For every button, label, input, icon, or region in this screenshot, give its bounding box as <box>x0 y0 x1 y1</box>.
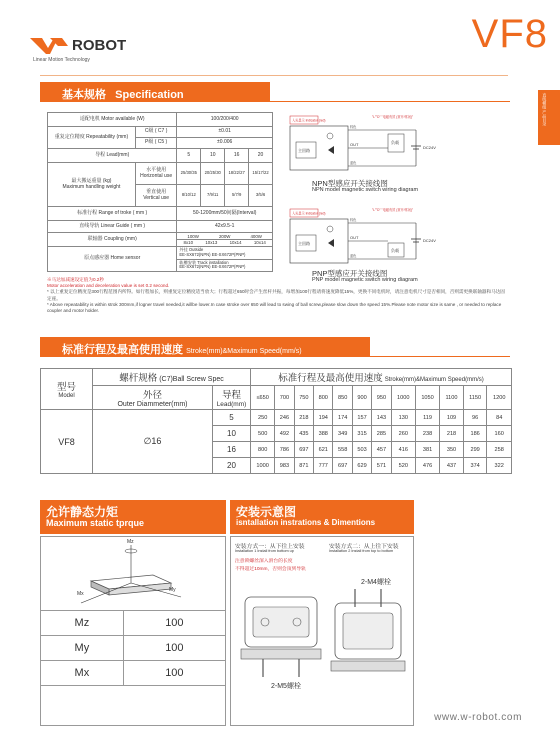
npn-caption-cn: NPN型感应开关接线图 <box>312 179 388 188</box>
home-outside: 外挂 Outside EE-SX672(NPN) EE-SX672P(PNP) <box>177 247 272 260</box>
speed-cell: 435 <box>294 426 313 442</box>
speed-cell: 777 <box>314 458 333 474</box>
speed-cell: 143 <box>372 410 391 426</box>
spec-table <box>47 112 273 272</box>
speed-cell: 96 <box>463 410 487 426</box>
svg-text:"L""D" "电磁有效 (常开/常闭)": "L""D" "电磁有效 (常开/常闭)" <box>372 208 414 212</box>
svg-text:主回路: 主回路 <box>298 148 310 153</box>
speed-cell: 388 <box>314 426 333 442</box>
speed-cell: 437 <box>440 458 464 474</box>
speed-cell: 374 <box>463 458 487 474</box>
spec-repeat-label: 重复定位精度 Repeatability (mm) <box>48 127 136 149</box>
speed-cell: 160 <box>487 426 512 442</box>
torque-title-en: Maximum static tprque <box>46 518 145 528</box>
speed-cell: 983 <box>275 458 294 474</box>
torque-value: 100 <box>123 661 225 686</box>
speed-cell: 1000 <box>251 458 275 474</box>
torque-name: Mx <box>41 661 124 686</box>
speed-cell: 130 <box>391 410 415 426</box>
speed-cell: 299 <box>463 442 487 458</box>
spec-vertical-value: 8/10/12 <box>177 185 201 207</box>
coupling-head: 100W <box>187 233 199 239</box>
speed-cell: 174 <box>333 410 352 426</box>
speed-cell: 476 <box>415 458 439 474</box>
speed-cell: 119 <box>415 410 439 426</box>
svg-text:棕色: 棕色 <box>350 218 357 222</box>
speed-cell: 238 <box>415 426 439 442</box>
note-accel-cn: ※马达加减速设定值为0.2秒 <box>47 277 104 282</box>
install-title-cn: 安装示意图 <box>236 505 297 519</box>
install-panel <box>230 536 414 726</box>
install-method1-en: Installation 1 Install from bottom up <box>235 549 294 553</box>
m4-bolt-label: 2-M4螺栓 <box>361 579 391 586</box>
speed-cell: 871 <box>294 458 313 474</box>
note-repeat-cn: * 以上重复定位精度是300行程范围内所得。如行程加长，则重复定位精度适当放大；行程超过650时会产生丝杆共振，每增加100行程请将速度降低15%，更换不同电机时，请注意电机尺寸是否相同，否则需更换联轴器和马达固定座。 <box>47 289 505 301</box>
speed-cell: 492 <box>275 426 294 442</box>
speed-cell: 457 <box>372 442 391 458</box>
spec-load-label: 最大搬运重量 (kg) Maximum handling weight <box>48 163 136 207</box>
lead-head-cn: 导程 <box>221 390 241 401</box>
stroke-col: 1000 <box>391 386 415 410</box>
speed-cell: 157 <box>352 410 371 426</box>
torque-axes-illustration <box>41 537 225 611</box>
home-track: 轨槽安装 Track installation EE-SX672(NPN) EE-SX672P(PNP) <box>179 259 246 270</box>
spec-motor-value: 100/200/400 <box>177 113 273 127</box>
stroke-col: 850 <box>333 386 352 410</box>
catalog-side-tab <box>538 90 560 145</box>
npn-caption-en: NPN model magnetic switch wiring diagram <box>312 187 419 193</box>
spec-guide-value: 42x9.5-1 <box>177 221 273 233</box>
spec-vertical-value: 3/5/6 <box>249 185 273 207</box>
screw-head-en: (C7)Ball Screw Spec <box>159 376 224 383</box>
speed-head-en: Stroke(mm)&Maximum Speed(mm/s) <box>384 377 484 383</box>
side-tab-label: 直线模组 产品目录 <box>542 93 548 127</box>
coupling-value: 10x13 <box>205 240 218 245</box>
stroke-col: 800 <box>314 386 333 410</box>
stroke-col: 950 <box>372 386 391 410</box>
speed-cell: 315 <box>352 426 371 442</box>
spec-stroke-label: 标准行程 Range of troke ( mm ) <box>48 207 177 221</box>
torque-value: 100 <box>123 611 225 636</box>
torque-name: My <box>41 636 124 661</box>
svg-text:蓝色: 蓝色 <box>350 254 357 258</box>
coupling-head: 400W <box>250 233 262 239</box>
speed-cell: 350 <box>440 442 464 458</box>
install-section-header <box>230 500 414 534</box>
page-header <box>0 0 560 72</box>
install-warning-1: 注意锁螺丝深入滑台的长度 <box>235 559 293 564</box>
spec-horizontal-value: 20/25/30 <box>201 163 225 185</box>
speed-cell: 800 <box>251 442 275 458</box>
svg-text:DC24V: DC24V <box>423 145 436 150</box>
speed-cell: 194 <box>314 410 333 426</box>
spec-guide-label: 直线导轨 Linear Guide ( mm ) <box>48 221 177 233</box>
svg-text:负载: 负载 <box>391 140 399 145</box>
stroke-col: 1050 <box>415 386 439 410</box>
spec-horizontal-value: 25/30/35 <box>177 163 201 185</box>
spec-repeat-c5: P级 ( C5 ) <box>135 138 176 149</box>
svg-text:OUT: OUT <box>350 142 359 147</box>
pnp-caption-en: PNP model magnetic switch wiring diagram <box>312 277 418 283</box>
od-head-cn: 外径 <box>142 390 162 401</box>
pnp-caption-cn: PNP型感应开关接线图 <box>312 269 388 278</box>
svg-text:入光显示 Indicator (red): 入光显示 Indicator (red) <box>292 118 326 123</box>
torque-section-header <box>40 500 226 534</box>
speed-cell: 349 <box>333 426 352 442</box>
coupling-value: 10x14 <box>253 240 266 245</box>
speed-cell: 109 <box>440 410 464 426</box>
m5-bolt-label: 2-M5螺栓 <box>271 683 301 690</box>
svg-text:入光显示 Indicator (red): 入光显示 Indicator (red) <box>292 211 326 216</box>
speed-cell: 621 <box>314 442 333 458</box>
coupling-value: 10x14 <box>229 240 242 245</box>
torque-title-cn: 允许静态力矩 <box>46 505 119 519</box>
svg-text:负载: 负载 <box>391 248 399 253</box>
spec-vertical-value: 7/9/11 <box>201 185 225 207</box>
lead-cell: 5 <box>213 410 251 426</box>
spec-stroke-value: 50-1200mm/50间隔(Interval) <box>177 207 273 221</box>
speed-cell: 571 <box>372 458 391 474</box>
svg-text:"L""D" "电磁有效 (常开/常闭)": "L""D" "电磁有效 (常开/常闭)" <box>372 115 414 119</box>
axis-mx-label: Mx <box>77 591 84 597</box>
speed-cell: 322 <box>487 458 512 474</box>
stroke-col: 1200 <box>487 386 512 410</box>
lead-cell: 10 <box>213 426 251 442</box>
spec-lead-value: 5 <box>177 149 201 163</box>
spec-lead-value: 10 <box>201 149 225 163</box>
lead-cell: 16 <box>213 442 251 458</box>
install-method1-cn: 安装方式一：从下往上安装 <box>235 544 305 550</box>
install-warning-2: 不得超过10mm，否则会顶到导轨 <box>235 567 306 572</box>
stroke-section-header <box>40 337 510 357</box>
speed-cell: 697 <box>333 458 352 474</box>
torque-name: Mz <box>41 611 124 636</box>
speed-cell: 500 <box>251 426 275 442</box>
install-method2-en: Installation 2 Install from top to bottom <box>329 549 394 553</box>
robot-logo <box>28 30 158 64</box>
model-head-cn: 型号 <box>56 382 76 393</box>
speed-head-cn: 标准行程及最高使用速度 <box>278 373 383 384</box>
svg-text:OUT: OUT <box>350 235 359 240</box>
stroke-col: 900 <box>352 386 371 410</box>
speed-cell: 186 <box>463 426 487 442</box>
brand-tagline: Linear Motion Technology <box>33 57 90 63</box>
spec-repeat-c7: C级 ( C7 ) <box>135 127 176 138</box>
table-row <box>41 410 512 426</box>
speed-cell: 258 <box>487 442 512 458</box>
spec-horizontal-value: 15/17/22 <box>249 163 273 185</box>
spec-motor-label: 适配电机 Motor available (W) <box>48 113 177 127</box>
spec-coupling-label: 联轴器 Coupling (mm) <box>48 233 177 247</box>
speed-cell: 629 <box>352 458 371 474</box>
od-head-en: Outer Diammeter(mm) <box>117 401 188 408</box>
speed-cell: 84 <box>487 410 512 426</box>
install-title-en: isntallation instrations & Dimentions <box>236 518 376 527</box>
svg-text:棕色: 棕色 <box>350 125 357 129</box>
footer-url: www.w-robot.com <box>434 712 522 723</box>
speed-cell: 250 <box>251 410 275 426</box>
lead-cell: 20 <box>213 458 251 474</box>
speed-cell: 260 <box>391 426 415 442</box>
spec-vertical-label: 垂直使用 Vertical use <box>135 185 176 207</box>
header-divider <box>40 75 508 76</box>
axis-my-label: My <box>169 587 176 593</box>
speed-cell: 503 <box>352 442 371 458</box>
coupling-value: 8x10 <box>183 240 194 245</box>
spec-vertical-value: 5/7/9 <box>225 185 249 207</box>
spec-repeat-c7-value: ±0.01 <box>177 127 273 138</box>
spec-home-label: 原点感应器 Home sensor <box>48 247 177 272</box>
spec-section-header <box>40 82 510 102</box>
spec-notes <box>47 277 507 314</box>
npn-wiring-diagram <box>288 112 463 172</box>
stroke-title-cn: 标准行程及最高使用速度 <box>62 344 183 356</box>
brand-name: ROBOT <box>72 37 127 54</box>
note-accel-en: Motor acceleration and deceleration value is set 0.2 second. <box>47 283 170 289</box>
speed-cell: 218 <box>440 426 464 442</box>
speed-cell: 520 <box>391 458 415 474</box>
spec-lead-value: 20 <box>249 149 273 163</box>
speed-cell: 697 <box>294 442 313 458</box>
spec-lead-value: 16 <box>225 149 249 163</box>
spec-repeat-c5-value: ±0.006 <box>177 138 273 149</box>
stroke-col: 1100 <box>440 386 464 410</box>
svg-text:主回路: 主回路 <box>298 241 310 246</box>
stroke-col: ≤650 <box>251 386 275 410</box>
screw-head-cn: 螺杆规格 <box>119 373 158 384</box>
speed-cell: 558 <box>333 442 352 458</box>
speed-cell: 285 <box>372 426 391 442</box>
svg-text:DC24V: DC24V <box>423 238 436 243</box>
torque-table <box>40 610 226 686</box>
speed-cell: 416 <box>391 442 415 458</box>
model-title: VF8 <box>471 12 548 56</box>
model-cell: VF8 <box>41 410 93 474</box>
spec-horizontal-value: 18/22/27 <box>225 163 249 185</box>
speed-cell: 218 <box>294 410 313 426</box>
speed-cell: 381 <box>415 442 439 458</box>
spec-title-en: Specification <box>115 89 184 101</box>
stroke-speed-table <box>40 368 512 474</box>
stroke-col: 700 <box>275 386 294 410</box>
svg-text:蓝色: 蓝色 <box>350 161 357 165</box>
spec-lead-label: 导程 Lead(mm) <box>48 149 177 163</box>
stroke-title-en: Stroke(mm)&Maximum Speed(mm/s) <box>186 348 302 355</box>
lead-head-en: Lead(mm) <box>216 401 247 408</box>
stroke-col: 750 <box>294 386 313 410</box>
axis-mz-label: Mz <box>127 539 134 545</box>
spec-title-cn: 基本规格 <box>62 89 106 101</box>
model-head-en: Model <box>58 393 75 399</box>
torque-value: 100 <box>123 636 225 661</box>
note-repeat-en: * Above repeatability is within strok 300mm,if logner travel needed,it willbe lower.In case stroke over 650 will lead to swing of ball screw,please slow down the speed 15%.Please note motor size is same , or needed to replace coupler and motor holder. <box>47 301 502 313</box>
stroke-col: 1150 <box>463 386 487 410</box>
pnp-wiring-diagram <box>288 205 463 265</box>
coupling-head: 200W <box>218 233 231 239</box>
speed-cell: 246 <box>275 410 294 426</box>
spec-horizontal-label: 水平使用 Horizontal use <box>135 163 176 185</box>
diameter-cell: ∅16 <box>93 410 213 474</box>
speed-cell: 786 <box>275 442 294 458</box>
install-method2-cn: 安装方式二：从上往下安装 <box>329 544 399 550</box>
